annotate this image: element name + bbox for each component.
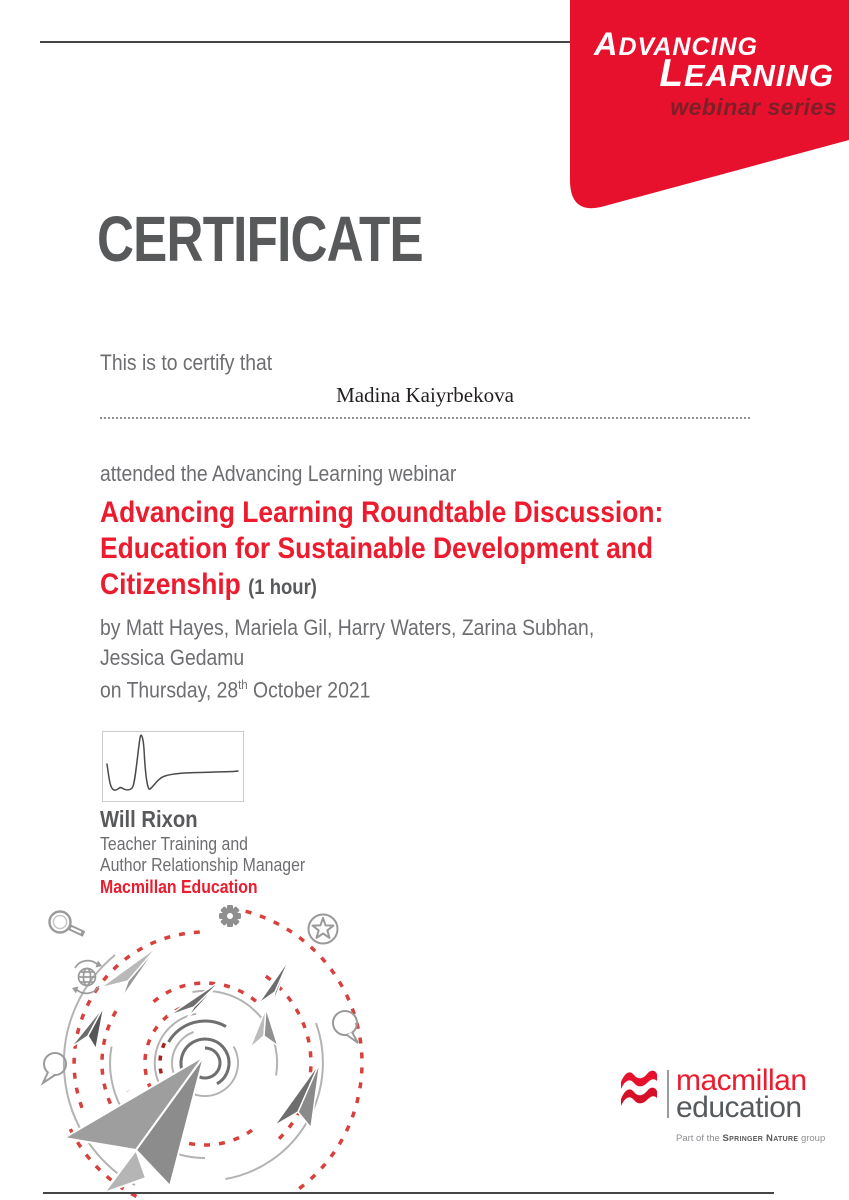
macmillan-education-logo	[620, 1064, 830, 1154]
banner-webinar-series-label: webinar series	[670, 94, 837, 120]
banner-learning-label: LEARNING	[659, 52, 834, 95]
paper-plane-icon	[100, 946, 158, 998]
presenters-line1: by Matt Hayes, Mariela Gil, Harry Waters, Zarina Subhan,	[100, 615, 595, 640]
tagline-brand: Springer Nature	[722, 1133, 799, 1144]
date-prefix: on Thursday, 28	[100, 677, 239, 703]
paper-plane-icon	[274, 1062, 320, 1128]
signature-stroke	[103, 732, 241, 799]
macmillan-flag-icon	[620, 1068, 658, 1110]
globe-refresh-icon	[72, 961, 102, 994]
signatory-organization: Macmillan Education	[100, 877, 258, 897]
webinar-title	[100, 495, 663, 606]
springer-nature-tagline	[676, 1133, 825, 1144]
tagline-suffix: group	[798, 1133, 826, 1144]
banner-advancing-label: ADVANCING	[594, 26, 758, 62]
education-wordmark: education	[676, 1091, 802, 1124]
decorative-spiral-graphic	[18, 886, 370, 1198]
signature-box	[102, 731, 244, 802]
presenters-line2: Jessica Gedamu	[100, 645, 245, 670]
webinar-title-line1: Advancing Learning Roundtable Discussion:	[100, 496, 664, 529]
paper-plane-icon	[258, 958, 290, 1007]
top-rule-line	[40, 41, 570, 43]
spiral-red-dashed-arcs	[69, 911, 362, 1198]
date-suffix: October 2021	[247, 677, 371, 703]
paper-plane-icon	[250, 1008, 278, 1048]
paper-plane-icon	[64, 1056, 204, 1193]
magnifier-icon	[50, 912, 85, 935]
paper-plane-icon	[70, 1006, 104, 1049]
recipient-name: Madina Kaiyrbekova	[336, 383, 514, 407]
tagline-prefix: Part of the	[676, 1133, 723, 1144]
webinar-duration: (1 hour)	[248, 576, 317, 599]
bottom-rule-line	[43, 1192, 774, 1194]
signatory-name: Will Rixon	[100, 806, 198, 832]
webinar-title-line3	[100, 567, 663, 606]
date-ordinal: th	[238, 677, 248, 692]
gear-icon	[219, 905, 241, 927]
star-icon	[309, 915, 338, 944]
webinar-title-line2: Education for Sustainable Development and	[100, 532, 654, 565]
advancing-learning-banner	[570, 0, 849, 218]
webinar-date	[100, 677, 370, 703]
attended-line: attended the Advancing Learning webinar	[100, 461, 457, 486]
speech-bubble-icon	[43, 1053, 66, 1083]
logo-divider	[667, 1070, 669, 1118]
signatory-role-line1: Teacher Training and	[100, 834, 248, 854]
webinar-title-line3-text: Citizenship	[100, 568, 241, 601]
macmillan-wordmark: macmillan	[676, 1064, 807, 1097]
certificate-heading: CERTIFICATE	[97, 203, 423, 275]
dotted-rule	[100, 403, 750, 419]
speech-bubble-icon	[333, 1011, 358, 1043]
signatory-role-line2: Author Relationship Manager	[100, 855, 306, 875]
certify-intro-text: This is to certify that	[100, 350, 273, 375]
